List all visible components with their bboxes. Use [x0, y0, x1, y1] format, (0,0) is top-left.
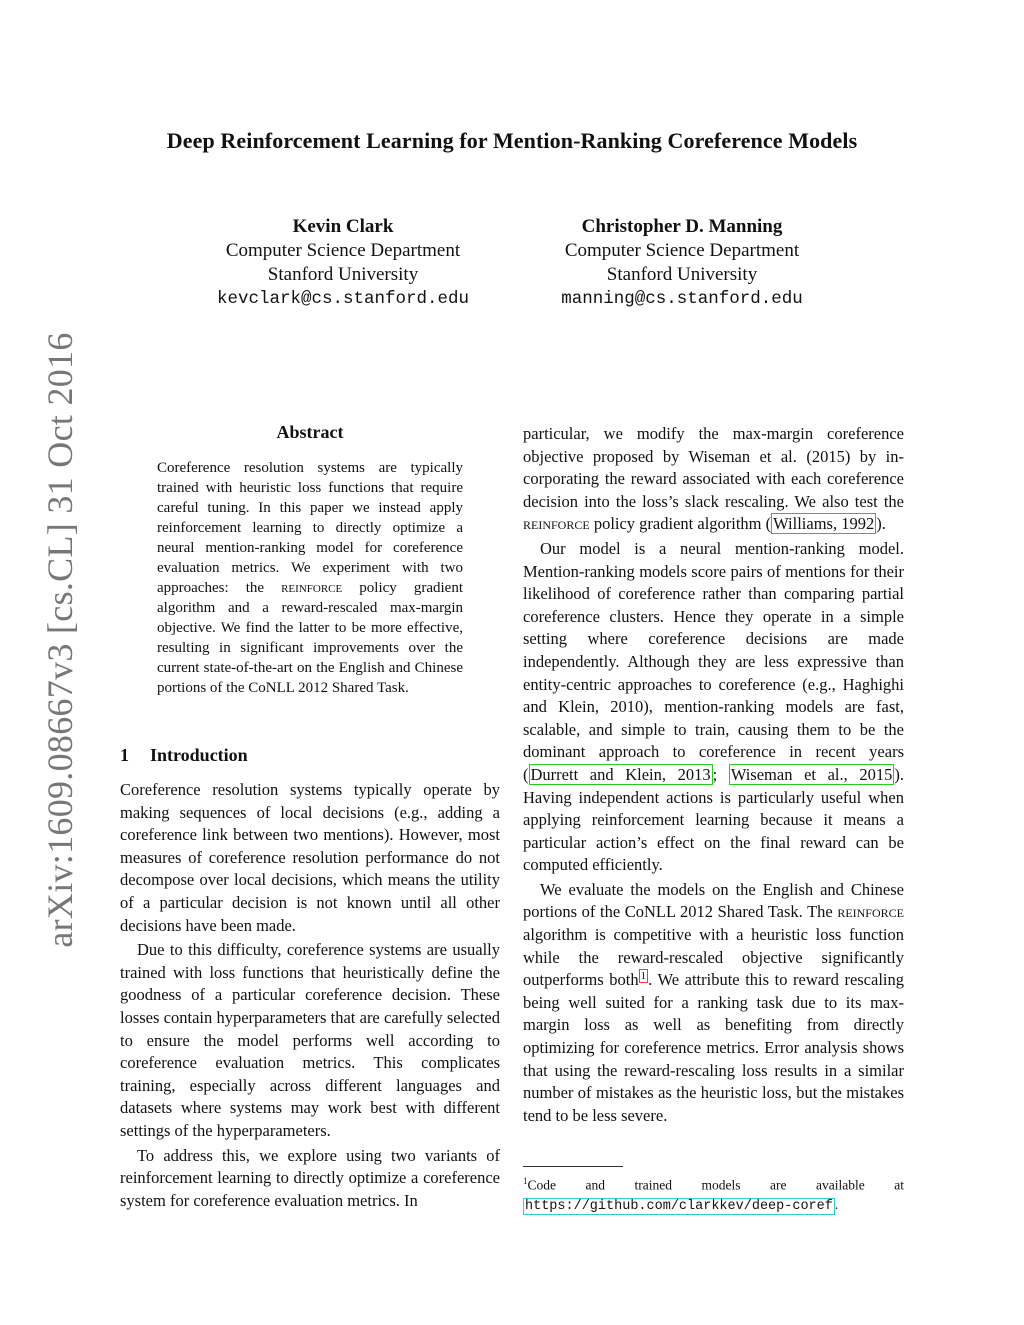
footnote-text: Code and trained models are available at — [527, 1177, 904, 1193]
section-number: 1 — [120, 745, 129, 765]
text-run: algorithm is competitive with a heuristic loss function while the reward-rescaled objective significantly outperforms both — [523, 925, 904, 990]
text-run: particular, we modify the max-margin coreference objective proposed by Wiseman et al. (2015) by incorporating the reward associated with each coreference decision into the loss’s slack rescaling. We also test the — [523, 424, 904, 511]
citation-link[interactable]: Wiseman et al., 2015 — [730, 764, 893, 784]
author-department: Computer Science Department — [225, 240, 461, 261]
abstract-text-part: Coreference resolution systems are typically trained with heuristic loss functions that require careful tuning. In this paper we instead apply reinforcement learning to directly optimize a neural mention-ranking model for coreference evaluation metrics. We experiment with two approaches: the — [157, 460, 463, 596]
text-run: We evaluate the models on the English and Chinese portions of the CoNLL 2012 Shared Task. The — [523, 879, 904, 922]
reinforce-term: reinforce — [523, 514, 590, 534]
author-university: Stanford University — [267, 264, 419, 285]
citation-link[interactable]: Williams, 1992 — [773, 514, 875, 534]
paragraph: Coreference resolution systems typically operate by making sequences of local decisions (e.g., adding a coreference link between two mentions). However, most measures of coreference resolution performance do not decompose over local decisions, which means the utility of a particular decision is not known until all other decisions have been made. — [120, 780, 500, 935]
text-run: ; — [712, 764, 729, 784]
reinforce-term: reinforce — [281, 580, 343, 596]
paragraph: Due to this difficulty, coreference systems are usually trained with loss functions that heuristically define the goodness of a particular coreference decision. These losses contain hyperparameters that are carefully selected to ensure the model performs well according to coreference evaluation metrics. This complicates training, especially across different languages and datasets where systems may work best with different settings of the hyperparameters. — [120, 940, 500, 1140]
section-heading — [120, 745, 248, 766]
author-email: manning@cs.stanford.edu — [561, 289, 803, 309]
paragraph — [523, 423, 904, 536]
paper-title: Deep Reinforcement Learning for Mention-Ranking Coreference Models — [166, 128, 858, 153]
text-run: Our model is a neural mention-ranking model. Mention-ranking models score pairs of mentions for their likelihood of coreference rather than comparing partial coreference clusters. Hence they operate in a simple setting where coreference decisions are made independently. Although they are less expressive than entity-centric approaches to coreference (e.g., Haghighi and Klein, 2010), mention-ranking models are fast, scalable, and simple to train, causing them to be the dominant approach to coreference in recent years ( — [523, 538, 904, 784]
author-university: Stanford University — [606, 264, 758, 285]
paragraph — [523, 879, 904, 1128]
text-run: ). — [876, 514, 886, 534]
text-run: . We attribute this to reward rescaling being well suited for a ranking task due to its max-margin loss as well as benefiting from directly optimizing for coreference metrics. Error analysis shows that using the reward-rescaling loss results in a similar number of mistakes as the heuristic loss, but the mistakes tend to be less severe. — [523, 970, 904, 1125]
abstract-heading: Abstract — [276, 422, 344, 442]
author-name: Kevin Clark — [292, 216, 394, 237]
paragraph — [523, 538, 904, 877]
footnote-mark: 1 — [523, 1176, 528, 1186]
arxiv-stamp-text: arXiv:1609.08667v3 [cs.CL] 31 Oct 2016 — [40, 332, 80, 948]
section-title: Introduction — [150, 745, 248, 765]
author-block-1 — [175, 215, 511, 311]
citation-link[interactable]: Durrett and Klein, 2013 — [530, 764, 711, 784]
author-email: kevclark@cs.stanford.edu — [216, 289, 470, 309]
footnote-text: . — [834, 1196, 839, 1212]
left-column — [120, 779, 500, 1212]
right-column — [523, 423, 904, 1127]
author-name: Christopher D. Manning — [581, 216, 783, 237]
footnote-url-link[interactable]: https://github.com/clarkkev/deep-coref — [525, 1198, 833, 1214]
footnote-link[interactable]: 1 — [640, 969, 647, 982]
abstract-text-part: policy gradient algorithm and a reward-rescaled max-margin objective. We find the latter to be more effective, resulting in significant improvements over the current state-of-the-art on the English and Chinese portions of the CoNLL 2012 Shared Task. — [157, 580, 463, 696]
author-block-2 — [512, 215, 852, 311]
footnote — [523, 1172, 904, 1216]
text-run: ). Having independent actions is particularly useful when applying reinforcement learning because it means a particular action’s effect on the final reward can be computed efficiently. — [523, 764, 904, 875]
reinforce-term: reinforce — [837, 902, 904, 922]
footnote-divider — [523, 1166, 623, 1167]
author-department: Computer Science Department — [564, 240, 800, 261]
paragraph: To address this, we explore using two variants of reinforcement learning to directly optimize a coreference system for coreference evaluation metrics. In — [120, 1145, 500, 1210]
abstract-text — [157, 458, 463, 698]
text-run: policy gradient algorithm ( — [589, 514, 772, 534]
